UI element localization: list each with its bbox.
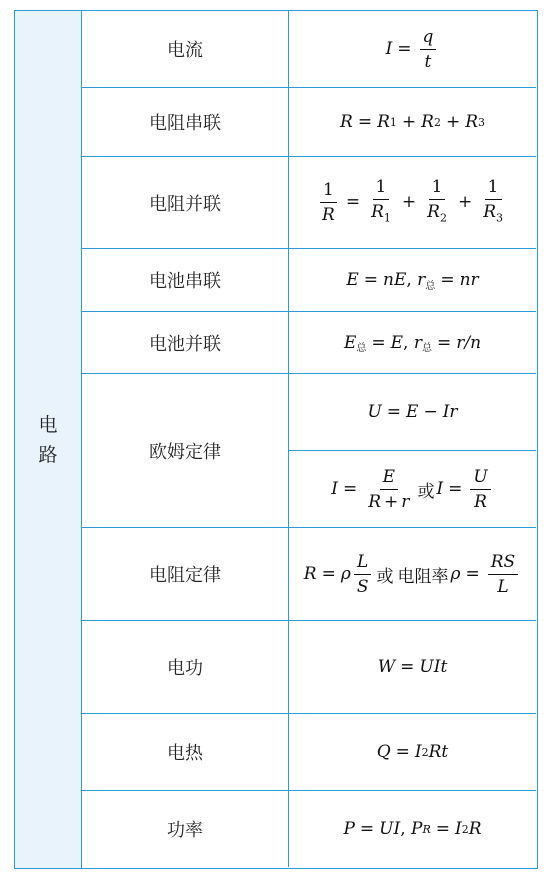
category-char-2: 路 <box>38 443 58 466</box>
row-name-resistor-series: 电阻串联 <box>82 88 289 157</box>
formula-battery-parallel: E 总 = E , r 总 = r/n <box>289 312 536 374</box>
row-name-battery-parallel: 电池并联 <box>82 312 289 374</box>
category-cell <box>15 11 82 868</box>
formula-ohms-law-2: I = $\frac{E}{R + r}$ 或 I = $\frac{U}{R}$ <box>289 451 536 528</box>
formula-power: P = UI , P R = I 2 R <box>343 819 482 839</box>
formula-electric-work: W = UIt <box>289 621 536 714</box>
row-name-electric-heat: 电热 <box>82 714 289 791</box>
formula-table <box>14 10 538 869</box>
formula-resistance-law: R = ρ $\frac{L}{S}$ 或 电阻率 ρ = $\frac{RS}{L}$ <box>289 528 536 621</box>
row-name-ohms-law: 欧姆定律 <box>82 374 289 528</box>
row-name-resistance-law: 电阻定律 <box>82 528 289 621</box>
row-name-battery-series: 电池串联 <box>82 249 289 312</box>
formula-ohms-law-1: U = E − Ir <box>289 374 536 451</box>
row-name-electric-work: 电功 <box>82 621 289 714</box>
formula-electric-heat: Q = I 2 Rt <box>289 714 536 791</box>
row-name-resistor-parallel: 电阻并联 <box>82 157 289 249</box>
row-name-current: 电流 <box>82 11 289 88</box>
formula-resistor-parallel: $\frac{1}{R}$ = $\frac{1}{R_1}$ + $\frac{1}{R_2}$ + $\frac{1}{R_3}$ <box>289 157 536 249</box>
formula-resistor-series: R = R 1 + R 2 + R 3 <box>289 88 536 157</box>
formula-current: I = $\frac{q}{t}$ <box>289 11 536 88</box>
formula-battery-series: E = nE , r 总 = nr <box>289 249 536 312</box>
row-name-power: 功率 <box>82 791 289 867</box>
category-char-1: 电 <box>38 413 58 436</box>
